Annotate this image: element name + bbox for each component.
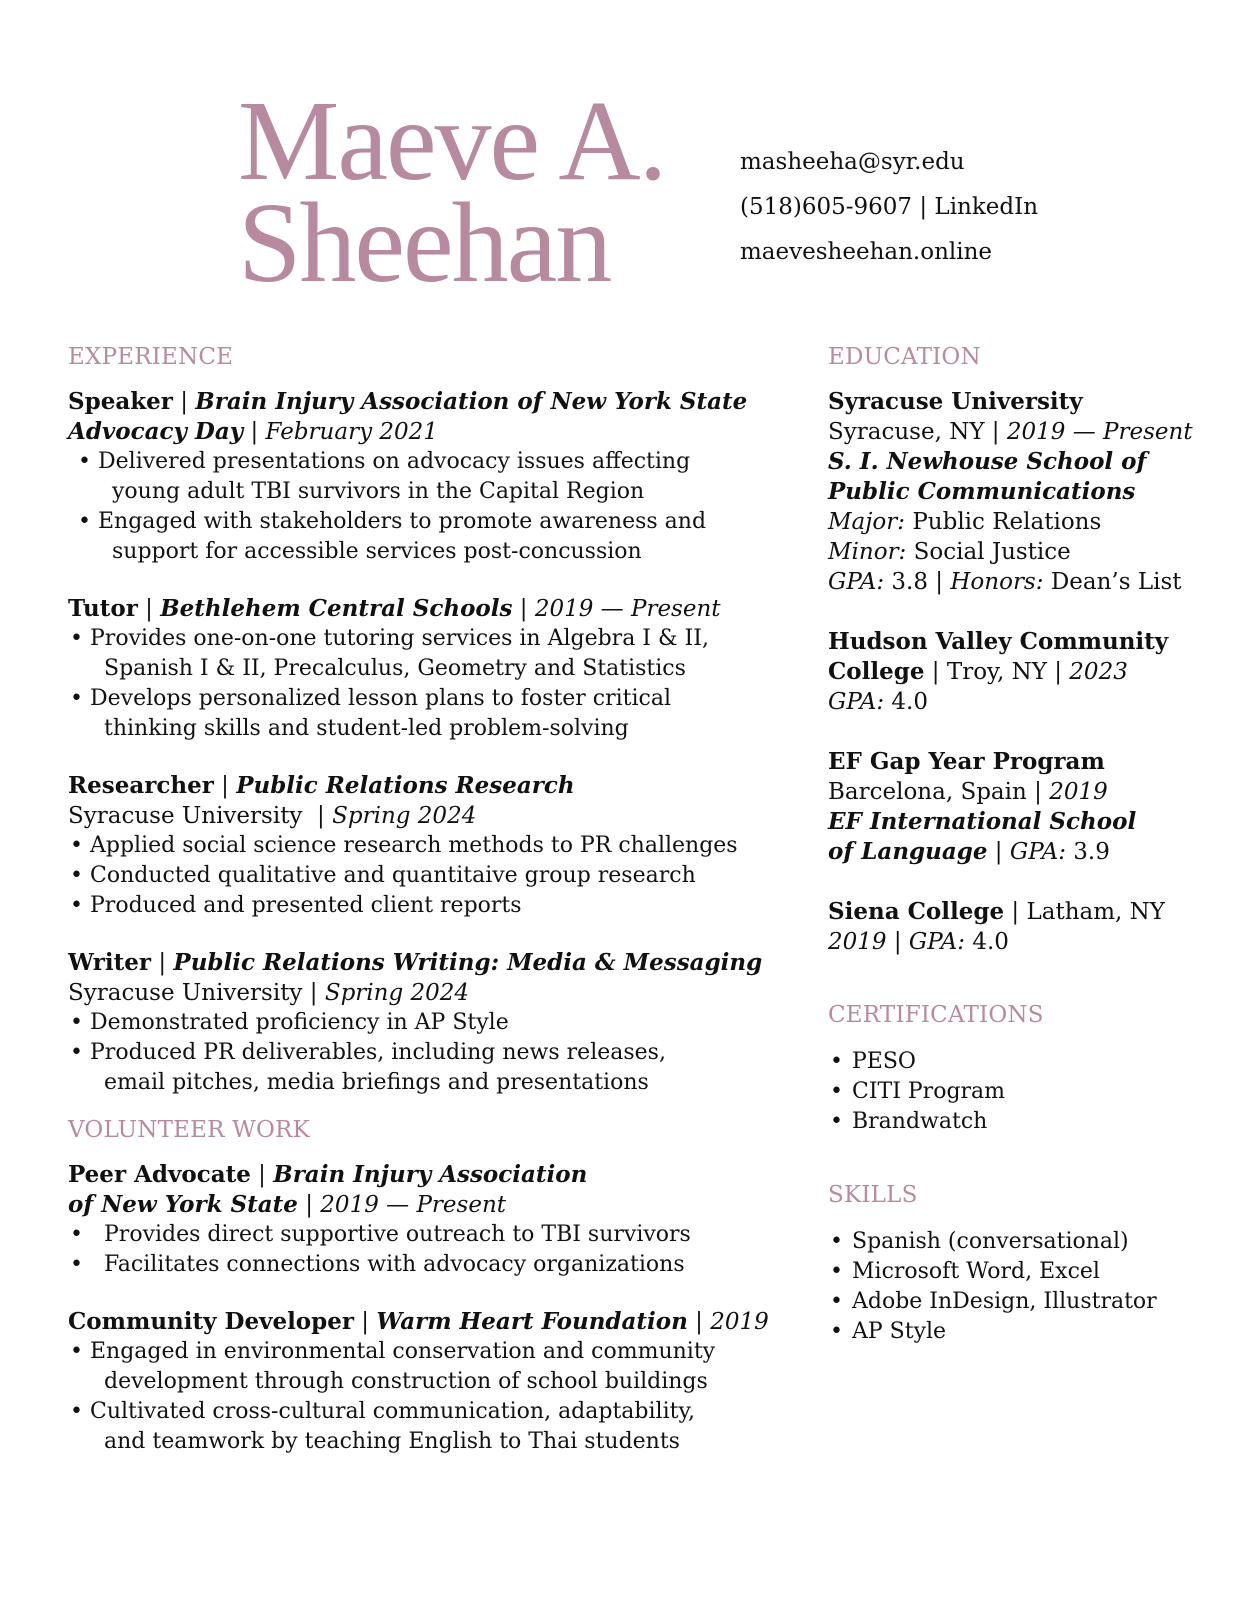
date: Spring 2024 bbox=[332, 803, 477, 829]
bullet-item: • Develops personalized lesson plans to foster critical thinking skills and student-led problem-solving bbox=[68, 684, 808, 744]
volunteer-heading: VOLUNTEER WORK bbox=[68, 1117, 310, 1143]
first-name: Maeve A. bbox=[238, 77, 666, 204]
bullet-item: • Produced PR deliverables, including news releases, email pitches, media briefings and presentations bbox=[68, 1038, 808, 1098]
gpa: 3.8 bbox=[891, 569, 928, 595]
experience-entry-writer: Writer | Public Relations Writing: Media & Messaging Syracuse University | Spring 2024 • Demonstrated proficiency in AP Style • Produced PR deliverables, including news releases, email pitches, media briefings and presentations bbox=[68, 948, 808, 1098]
experience-entry-researcher: Researcher | Public Relations Research Syracuse University | Spring 2024 • Applied social science research methods to PR challenges • Conducted qualitative and quantitaive group research • Produced and presented client reports bbox=[68, 771, 808, 921]
gpa: 4.0 bbox=[891, 689, 928, 715]
organization: Public Relations Research bbox=[236, 772, 575, 799]
gpa-label: GPA: bbox=[828, 689, 885, 715]
location: Barcelona, Spain bbox=[828, 779, 1027, 805]
school-name-cont: College bbox=[828, 658, 925, 685]
education-heading: EDUCATION bbox=[828, 344, 981, 370]
school-name: EF International School bbox=[828, 808, 1137, 835]
date: 2019 — Present bbox=[534, 596, 721, 622]
education-entry-ef: EF Gap Year Program Barcelona, Spain | 2019 EF International School of Language | GPA: 3.9 bbox=[828, 747, 1228, 867]
school-name-cont: of Language bbox=[828, 838, 988, 865]
certifications-list bbox=[828, 1047, 1228, 1137]
organization: Bethlehem Central Schools bbox=[160, 595, 513, 622]
date: 2019 bbox=[828, 929, 887, 955]
school-name: Siena College bbox=[828, 898, 1005, 925]
certifications-heading: CERTIFICATIONS bbox=[828, 1002, 1044, 1028]
role: Researcher bbox=[68, 772, 214, 799]
major-label: Major: bbox=[828, 509, 905, 535]
role: Community Developer bbox=[68, 1308, 354, 1335]
bullet-item: • Engaged in environmental conservation and community development through construction of school buildings bbox=[68, 1337, 808, 1397]
place: Syracuse University bbox=[68, 980, 303, 1006]
bullet-item: • Facilitates connections with advocacy organizations bbox=[68, 1250, 808, 1280]
bullet-item: • Demonstrated proficiency in AP Style bbox=[68, 1008, 808, 1038]
organization-cont: Advocacy Day bbox=[68, 418, 244, 445]
certification-item: • PESO bbox=[828, 1047, 1228, 1077]
minor: Social Justice bbox=[913, 539, 1071, 565]
school-name: Hudson Valley Community bbox=[828, 628, 1169, 655]
skills-list bbox=[828, 1227, 1228, 1347]
volunteer-entry-peer-advocate: Peer Advocate | Brain Injury Association of New York State | 2019 — Present • Provides direct supportive outreach to TBI survivors • Facilitates connections with advocacy organizations bbox=[68, 1160, 808, 1280]
organization: Brain Injury Association of New York State bbox=[195, 388, 748, 415]
role: Writer bbox=[68, 949, 152, 976]
date: 2019 bbox=[710, 1309, 769, 1335]
resume-name bbox=[238, 77, 708, 306]
minor-label: Minor: bbox=[828, 539, 907, 565]
gpa-label: GPA: bbox=[908, 929, 966, 955]
location: Syracuse, NY bbox=[828, 419, 985, 445]
skill-item: • AP Style bbox=[828, 1317, 1228, 1347]
bullet-item: • Provides direct supportive outreach to TBI survivors bbox=[68, 1220, 808, 1250]
skills-heading: SKILLS bbox=[828, 1182, 918, 1208]
honors: Dean’s List bbox=[1050, 569, 1182, 595]
experience-entry-speaker: Speaker | Brain Injury Association of New York State Advocacy Day | February 2021 • Delivered presentations on advocacy issues affecting young adult TBI survivors in the Capital Region • Engaged with stakeholders to promote awareness and support for accessible services post-concussion bbox=[68, 387, 808, 567]
bullet-item: • Produced and presented client reports bbox=[68, 891, 808, 921]
honors-label: Honors: bbox=[950, 569, 1044, 595]
bullet-item: • Applied social science research methods to PR challenges bbox=[68, 831, 808, 861]
bullet-item: • Conducted qualitative and quantitaive group research bbox=[68, 861, 808, 891]
date: February 2021 bbox=[265, 419, 438, 445]
gpa-label: GPA: bbox=[1009, 839, 1066, 865]
bullet-item: • Delivered presentations on advocacy issues affecting young adult TBI survivors in the Capital Region bbox=[76, 447, 808, 507]
education-entry-hvcc: Hudson Valley Community College | Troy, NY | 2023 GPA: 4.0 bbox=[828, 627, 1228, 717]
school-name: Syracuse University bbox=[828, 388, 1083, 415]
skill-item: • Microsoft Word, Excel bbox=[828, 1257, 1228, 1287]
gpa-label: GPA: bbox=[828, 569, 885, 595]
certification-item: • Brandwatch bbox=[828, 1107, 1228, 1137]
left-column bbox=[68, 343, 808, 1484]
education-entry-siena: Siena College | Latham, NY 2019 | GPA: 4.0 bbox=[828, 898, 1165, 955]
skill-item: • Adobe InDesign, Illustrator bbox=[828, 1287, 1228, 1317]
phone-linkedin[interactable]: (518)605-9607 | LinkedIn bbox=[740, 194, 1039, 220]
organization: Brain Injury Association bbox=[273, 1161, 588, 1188]
role: Peer Advocate bbox=[68, 1161, 251, 1188]
experience-entry-tutor: Tutor | Bethlehem Central Schools | 2019 — Present • Provides one-on-one tutoring services in Algebra I & II, Spanish I & II, Precalculus, Geometry and Statistics • Develops personalized lesson plans to foster critical thinking skills and student-led problem-solving bbox=[68, 594, 808, 744]
organization-cont: of New York State bbox=[68, 1191, 298, 1218]
website-link[interactable]: maevesheehan.online bbox=[740, 239, 993, 265]
gpa: 3.9 bbox=[1073, 839, 1110, 865]
college-name: S. I. Newhouse School of bbox=[828, 448, 1147, 475]
date: 2019 — Present bbox=[320, 1192, 507, 1218]
date: 2023 bbox=[1069, 659, 1128, 685]
college-name-cont: Public Communications bbox=[828, 478, 1136, 505]
volunteer-entry-community-developer: Community Developer | Warm Heart Foundation | 2019 • Engaged in environmental conservation and community development through construction of school buildings • Cultivated cross-cultural communication, adaptability, and teamwork by teaching English to Thai students bbox=[68, 1307, 808, 1457]
location: Troy, NY bbox=[946, 659, 1047, 685]
program-name: EF Gap Year Program bbox=[828, 748, 1105, 775]
experience-heading: EXPERIENCE bbox=[68, 344, 234, 370]
date: 2019 bbox=[1049, 779, 1108, 805]
certification-item: • CITI Program bbox=[828, 1077, 1228, 1107]
place: Syracuse University bbox=[68, 803, 303, 829]
email-link[interactable]: masheeha@syr.edu bbox=[740, 149, 965, 175]
bullet-item: • Engaged with stakeholders to promote awareness and support for accessible services post-concussion bbox=[76, 507, 808, 567]
date: Spring 2024 bbox=[324, 980, 470, 1006]
organization: Public Relations Writing: Media & Messaging bbox=[173, 949, 763, 976]
right-column bbox=[828, 343, 1228, 1347]
organization: Warm Heart Foundation bbox=[376, 1308, 688, 1335]
role: Speaker bbox=[68, 388, 173, 415]
role: Tutor bbox=[68, 595, 138, 622]
bullet-item: • Provides one-on-one tutoring services in Algebra I & II, Spanish I & II, Precalculus, Geometry and Statistics bbox=[68, 624, 808, 684]
last-name: Sheehan bbox=[238, 179, 611, 306]
major: Public Relations bbox=[912, 509, 1102, 535]
gpa: 4.0 bbox=[972, 929, 1009, 955]
skill-item: • Spanish (conversational) bbox=[828, 1227, 1228, 1257]
contact-info bbox=[740, 140, 1038, 275]
location: Latham, NY bbox=[1026, 899, 1165, 925]
bullet-item: • Cultivated cross-cultural communication, adaptability, and teamwork by teaching English to Thai students bbox=[68, 1397, 808, 1457]
date: 2019 — Present bbox=[1006, 419, 1193, 445]
education-entry-syracuse: Syracuse University Syracuse, NY | 2019 — Present S. I. Newhouse School of Public Communications Major: Public Relations Minor: Social Justice GPA: 3.8 | Honors: Dean’s List bbox=[828, 387, 1228, 597]
